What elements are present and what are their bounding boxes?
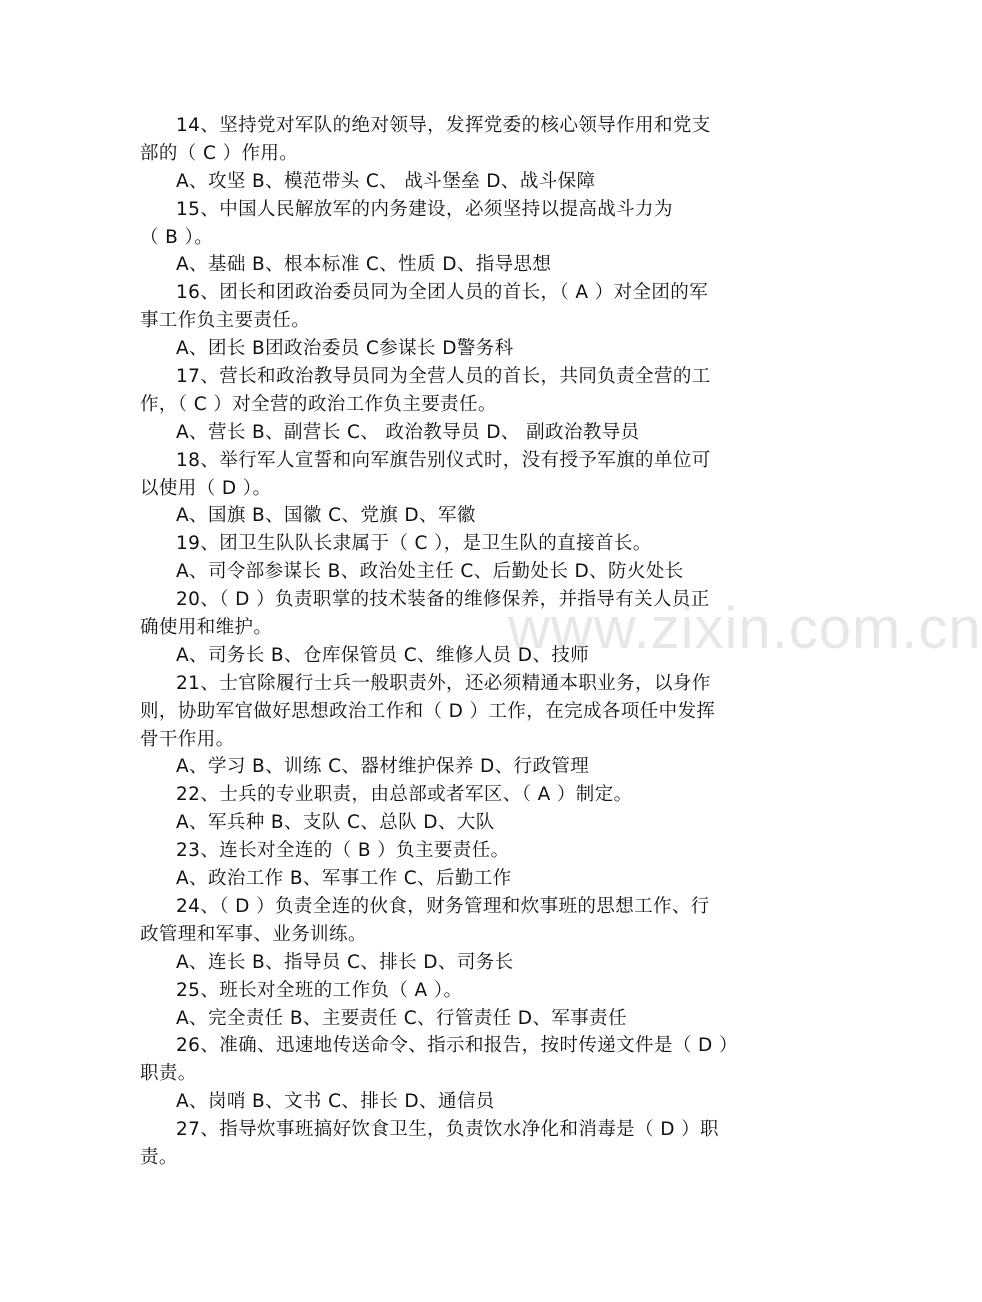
- question-options: A、连长 B、指导员 C、排长 D、司务长: [176, 951, 514, 973]
- question-options: A、司令部参谋长 B、政治处主任 C、后勤处长 D、防火处长: [176, 561, 684, 583]
- question-stem: 21、士官除履行士兵一般职责外，还必须精通本职业务，以身作: [176, 672, 711, 694]
- document-page: [140, 112, 790, 1172]
- question-stem-continuation: 政管理和军事、业务训练。: [140, 923, 367, 945]
- question-options: A、岗哨 B、文书 C、排长 D、通信员: [176, 1091, 495, 1113]
- question-stem: 14、坚持党对军队的绝对领导，发挥党委的核心领导作用和党支: [176, 115, 711, 136]
- question-stem: 20、（ D ）负责职掌的技术装备的维修保养，并指导有关人员正: [176, 589, 710, 611]
- question-options: A、国旗 B、国徽 C、党旗 D、军徽: [176, 505, 476, 527]
- question-stem-continuation: 确使用和维护。: [140, 617, 273, 639]
- question-options: A、基础 B、根本标准 C、性质 D、指导思想: [176, 254, 552, 276]
- question-stem: 17、营长和政治教导员同为全营人员的首长，共同负责全营的工: [176, 366, 711, 388]
- question-stem: 16、团长和团政治委员同为全团人员的首长，（ A ）对全团的军: [176, 282, 709, 304]
- question-stem: 24、（ D ）负责全连的伙食，财务管理和炊事班的思想工作、行: [176, 895, 710, 917]
- question-stem-continuation: 部的（ C ）作用。: [140, 142, 299, 164]
- question-options: A、政治工作 B、军事工作 C、后勤工作: [176, 868, 512, 890]
- question-stem: 26、准确、迅速地传送命令、指示和报告，按时传递文件是（ D ）: [176, 1035, 738, 1057]
- question-stem-continuation: （ B ）。: [140, 226, 214, 248]
- question-stem: 23、连长对全连的（ B ）负主要责任。: [176, 840, 510, 862]
- question-stem: 15、中国人民解放军的内务建设，必须坚持以提高战斗力为: [176, 198, 673, 220]
- question-stem: 27、指导炊事班搞好饮食卫生，负责饮水净化和消毒是（ D ）职: [176, 1119, 719, 1141]
- question-stem: 22、士兵的专业职责，由总部或者军区、（ A ）制定。: [176, 784, 633, 806]
- question-stem-continuation: 则，协助军官做好思想政治工作和（ D ）工作，在完成各项任中发挥: [140, 700, 716, 722]
- question-stem: 18、举行军人宣誓和向军旗告别仪式时，没有授予军旗的单位可: [176, 449, 711, 471]
- question-stem-continuation: 事工作负主要责任。: [140, 310, 311, 332]
- question-options: A、团长 B团政治委员 C参谋长 D警务科: [176, 338, 514, 360]
- question-stem-continuation: 责。: [140, 1146, 178, 1168]
- question-stem-continuation: 以使用（ D ）。: [140, 477, 272, 499]
- question-stem: 25、班长对全班的工作负（ A ）。: [176, 979, 463, 1001]
- question-options: A、营长 B、副营长 C、 政治教导员 D、 副政治教导员: [176, 421, 640, 443]
- question-stem-continuation: 作，（ C ）对全营的政治工作负主要责任。: [140, 393, 497, 415]
- question-options: A、学习 B、训练 C、器材维护保养 D、行政管理: [176, 756, 590, 778]
- watermark: www.zixin.com.cn: [508, 596, 982, 661]
- question-stem-continuation: 骨干作用。: [140, 728, 235, 750]
- question-stem: 19、团卫生队队长隶属于（ C ），是卫生队的直接首长。: [176, 533, 652, 555]
- question-options: A、攻坚 B、模范带头 C、 战斗堡垒 D、战斗保障: [176, 170, 596, 192]
- question-stem-continuation: 职责。: [140, 1063, 197, 1085]
- question-options: A、完全责任 B、主要责任 C、行管责任 D、军事责任: [176, 1007, 627, 1029]
- question-options: A、军兵种 B、支队 C、总队 D、大队: [176, 812, 495, 834]
- question-options: A、司务长 B、仓库保管员 C、维修人员 D、技师: [176, 644, 590, 666]
